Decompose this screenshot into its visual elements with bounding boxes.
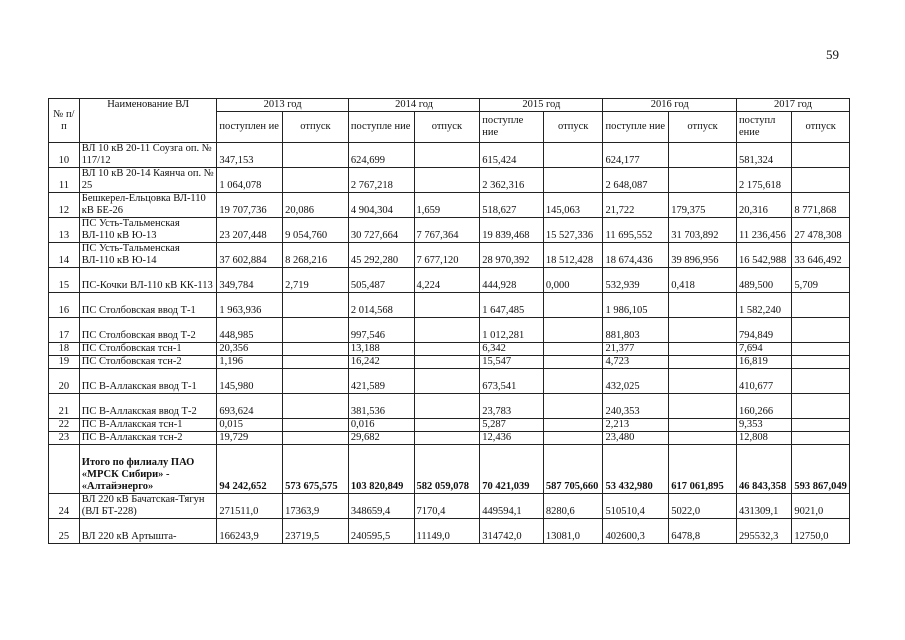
value-released — [669, 419, 737, 432]
value-released: 5022,0 — [669, 494, 737, 519]
line-name: ВЛ 220 кВ Артышта- — [79, 519, 217, 544]
value-received: 510510,4 — [603, 494, 669, 519]
value-received: 4,723 — [603, 356, 669, 369]
value-released: 4,224 — [414, 268, 480, 293]
value-received: 1 582,240 — [736, 293, 791, 318]
value-released — [669, 293, 737, 318]
header-out: отпуск — [543, 112, 603, 143]
value-received: 431309,1 — [736, 494, 791, 519]
header-out: отпуск — [792, 112, 850, 143]
row-number: 10 — [49, 143, 80, 168]
value-released: 18 512,428 — [543, 243, 603, 268]
value-released: 5,709 — [792, 268, 850, 293]
value-released — [283, 343, 349, 356]
row-number: 19 — [49, 356, 80, 369]
header-out: отпуск — [283, 112, 349, 143]
value-received: 23,480 — [603, 432, 669, 445]
value-released: 6478,8 — [669, 519, 737, 544]
value-received: 381,536 — [348, 394, 414, 419]
value-received: 16 542,988 — [736, 243, 791, 268]
value-released: 7170,4 — [414, 494, 480, 519]
line-name: ПС Столбовская ввод Т-1 — [79, 293, 217, 318]
value-released — [283, 419, 349, 432]
value-released — [414, 293, 480, 318]
table-row — [49, 369, 850, 394]
value-received: 94 242,652 — [217, 445, 283, 494]
value-received: 421,589 — [348, 369, 414, 394]
value-released: 8280,6 — [543, 494, 603, 519]
value-received: 532,939 — [603, 268, 669, 293]
value-released — [669, 394, 737, 419]
value-released: 2,719 — [283, 268, 349, 293]
value-released — [283, 356, 349, 369]
table-row — [49, 394, 850, 419]
value-received: 1 064,078 — [217, 168, 283, 193]
line-name: ВЛ 10 кВ 20-14 Каянча оп. № 25 — [79, 168, 217, 193]
row-number: 17 — [49, 318, 80, 343]
value-released — [792, 293, 850, 318]
value-received: 505,487 — [348, 268, 414, 293]
line-name: ПС Столбовская тсн-2 — [79, 356, 217, 369]
value-received: 444,928 — [480, 268, 544, 293]
value-received: 693,624 — [217, 394, 283, 419]
value-released — [543, 356, 603, 369]
value-received: 30 727,664 — [348, 218, 414, 243]
value-received: 9,353 — [736, 419, 791, 432]
value-released — [792, 419, 850, 432]
value-released — [543, 293, 603, 318]
table-row — [49, 218, 850, 243]
page-number: 59 — [826, 47, 839, 62]
value-released — [283, 369, 349, 394]
value-released — [414, 318, 480, 343]
value-received: 19 707,736 — [217, 193, 283, 218]
value-released — [792, 356, 850, 369]
value-received: 2 648,087 — [603, 168, 669, 193]
value-received: 624,177 — [603, 143, 669, 168]
row-number: 12 — [49, 193, 80, 218]
value-released: 9 054,760 — [283, 218, 349, 243]
value-released — [792, 343, 850, 356]
value-released — [283, 168, 349, 193]
value-released: 27 478,308 — [792, 218, 850, 243]
value-released — [543, 369, 603, 394]
value-released — [669, 356, 737, 369]
value-released — [414, 168, 480, 193]
value-released: 15 527,336 — [543, 218, 603, 243]
row-number: 15 — [49, 268, 80, 293]
row-number: 23 — [49, 432, 80, 445]
row-number — [49, 445, 80, 494]
value-received: 18 674,436 — [603, 243, 669, 268]
table-row — [49, 168, 850, 193]
value-received: 145,980 — [217, 369, 283, 394]
value-received: 7,694 — [736, 343, 791, 356]
value-received: 15,547 — [480, 356, 544, 369]
value-received: 45 292,280 — [348, 243, 414, 268]
value-released — [792, 394, 850, 419]
value-received: 448,985 — [217, 318, 283, 343]
value-received: 240595,5 — [348, 519, 414, 544]
value-received: 20,316 — [736, 193, 791, 218]
header-name: Наименование ВЛ — [79, 99, 217, 143]
value-released — [414, 143, 480, 168]
value-released — [543, 432, 603, 445]
value-released: 0,418 — [669, 268, 737, 293]
value-received: 997,546 — [348, 318, 414, 343]
value-released: 145,063 — [543, 193, 603, 218]
value-released — [669, 143, 737, 168]
line-name: ПС Усть-Тальменская ВЛ-110 кВ Ю-13 — [79, 218, 217, 243]
value-received: 1 986,105 — [603, 293, 669, 318]
line-name: ВЛ 10 кВ 20-11 Соузга оп. № 117/12 — [79, 143, 217, 168]
value-received: 0,015 — [217, 419, 283, 432]
line-name: Итого по филиалу ПАО «МРСК Сибири» - «Алтайэнерго» — [79, 445, 217, 494]
line-name: ПС В-Аллакская ввод Т-1 — [79, 369, 217, 394]
value-received: 16,819 — [736, 356, 791, 369]
value-released: 23719,5 — [283, 519, 349, 544]
value-received: 103 820,849 — [348, 445, 414, 494]
value-received: 0,016 — [348, 419, 414, 432]
header-year: 2016 год — [603, 99, 736, 112]
value-received: 19,729 — [217, 432, 283, 445]
value-released — [792, 318, 850, 343]
table-row — [49, 494, 850, 519]
header-num: № п/п — [49, 99, 80, 143]
value-received: 314742,0 — [480, 519, 544, 544]
row-number: 21 — [49, 394, 80, 419]
value-released: 9021,0 — [792, 494, 850, 519]
value-released: 13081,0 — [543, 519, 603, 544]
value-received: 20,356 — [217, 343, 283, 356]
value-released — [669, 168, 737, 193]
table-row — [49, 445, 850, 494]
value-received: 581,324 — [736, 143, 791, 168]
value-received: 2 014,568 — [348, 293, 414, 318]
value-released: 39 896,956 — [669, 243, 737, 268]
value-released — [283, 293, 349, 318]
value-received: 23 207,448 — [217, 218, 283, 243]
row-number: 16 — [49, 293, 80, 318]
value-received: 11 695,552 — [603, 218, 669, 243]
header-in: поступлен ие — [217, 112, 283, 143]
value-received: 28 970,392 — [480, 243, 544, 268]
header-year: 2014 год — [348, 99, 479, 112]
value-released: 573 675,575 — [283, 445, 349, 494]
value-released — [414, 369, 480, 394]
line-name: ПС Столбовская тсн-1 — [79, 343, 217, 356]
value-received: 348659,4 — [348, 494, 414, 519]
value-released: 33 646,492 — [792, 243, 850, 268]
value-received: 2,213 — [603, 419, 669, 432]
line-name: ПС В-Аллакская тсн-1 — [79, 419, 217, 432]
power-lines-table — [48, 98, 850, 544]
value-released: 31 703,892 — [669, 218, 737, 243]
value-received: 23,783 — [480, 394, 544, 419]
value-received: 46 843,358 — [736, 445, 791, 494]
value-received: 489,500 — [736, 268, 791, 293]
value-received: 271511,0 — [217, 494, 283, 519]
value-released — [543, 343, 603, 356]
header-in: поступле ние — [480, 112, 544, 143]
value-received: 794,849 — [736, 318, 791, 343]
table-row — [49, 293, 850, 318]
value-received: 347,153 — [217, 143, 283, 168]
value-received: 13,188 — [348, 343, 414, 356]
value-received: 615,424 — [480, 143, 544, 168]
value-released: 1,659 — [414, 193, 480, 218]
value-received: 518,627 — [480, 193, 544, 218]
header-in: поступле ние — [348, 112, 414, 143]
value-received: 1,196 — [217, 356, 283, 369]
value-released — [669, 343, 737, 356]
value-received: 349,784 — [217, 268, 283, 293]
value-received: 12,436 — [480, 432, 544, 445]
row-number: 11 — [49, 168, 80, 193]
value-released — [669, 369, 737, 394]
value-received: 16,242 — [348, 356, 414, 369]
value-received: 432,025 — [603, 369, 669, 394]
value-received: 12,808 — [736, 432, 791, 445]
value-received: 29,682 — [348, 432, 414, 445]
value-received: 2 767,218 — [348, 168, 414, 193]
table-row — [49, 519, 850, 544]
value-received: 5,287 — [480, 419, 544, 432]
table-row — [49, 243, 850, 268]
table-row — [49, 193, 850, 218]
value-released — [283, 143, 349, 168]
value-released: 179,375 — [669, 193, 737, 218]
value-released — [792, 168, 850, 193]
header-out: отпуск — [414, 112, 480, 143]
value-received: 4 904,304 — [348, 193, 414, 218]
value-received: 673,541 — [480, 369, 544, 394]
value-received: 19 839,468 — [480, 218, 544, 243]
table-row — [49, 268, 850, 293]
value-received: 37 602,884 — [217, 243, 283, 268]
table-body — [49, 143, 850, 544]
line-name: Бешкерел-Ельцовка ВЛ-110 кВ БЕ-26 — [79, 193, 217, 218]
value-released — [543, 394, 603, 419]
header-year: 2017 год — [736, 99, 849, 112]
header-year: 2015 год — [480, 99, 603, 112]
value-released: 8 268,216 — [283, 243, 349, 268]
header-in: поступл ение — [736, 112, 791, 143]
value-released — [792, 432, 850, 445]
row-number: 13 — [49, 218, 80, 243]
value-released: 20,086 — [283, 193, 349, 218]
value-released — [414, 356, 480, 369]
value-released — [543, 168, 603, 193]
row-number: 24 — [49, 494, 80, 519]
row-number: 25 — [49, 519, 80, 544]
value-released: 617 061,895 — [669, 445, 737, 494]
table-row — [49, 419, 850, 432]
header-out: отпуск — [669, 112, 737, 143]
line-name: ВЛ 220 кВ Бачатская-Тягун (ВЛ БТ-228) — [79, 494, 217, 519]
value-released — [283, 394, 349, 419]
value-received: 160,266 — [736, 394, 791, 419]
table-row — [49, 356, 850, 369]
value-released: 582 059,078 — [414, 445, 480, 494]
row-number: 22 — [49, 419, 80, 432]
value-released: 7 767,364 — [414, 218, 480, 243]
value-released: 593 867,049 — [792, 445, 850, 494]
table-row — [49, 432, 850, 445]
line-name: ПС В-Аллакская тсн-2 — [79, 432, 217, 445]
value-released: 17363,9 — [283, 494, 349, 519]
value-released — [669, 318, 737, 343]
value-released: 8 771,868 — [792, 193, 850, 218]
value-released: 0,000 — [543, 268, 603, 293]
value-released — [414, 419, 480, 432]
value-released — [669, 432, 737, 445]
value-received: 240,353 — [603, 394, 669, 419]
value-released — [792, 369, 850, 394]
row-number: 14 — [49, 243, 80, 268]
value-released — [283, 432, 349, 445]
value-received: 166243,9 — [217, 519, 283, 544]
value-received: 2 362,316 — [480, 168, 544, 193]
line-name: ПС Усть-Тальменская ВЛ-110 кВ Ю-14 — [79, 243, 217, 268]
value-received: 11 236,456 — [736, 218, 791, 243]
value-received: 295532,3 — [736, 519, 791, 544]
value-released — [543, 318, 603, 343]
value-received: 53 432,980 — [603, 445, 669, 494]
table-row — [49, 318, 850, 343]
value-released — [283, 318, 349, 343]
line-name: ПС В-Аллакская ввод Т-2 — [79, 394, 217, 419]
table-row — [49, 143, 850, 168]
value-received: 21,722 — [603, 193, 669, 218]
value-released — [414, 343, 480, 356]
value-received: 449594,1 — [480, 494, 544, 519]
value-released — [543, 419, 603, 432]
value-received: 1 012,281 — [480, 318, 544, 343]
value-released — [792, 143, 850, 168]
value-released: 11149,0 — [414, 519, 480, 544]
value-released — [543, 143, 603, 168]
line-name: ПС-Кочки ВЛ-110 кВ КК-113 — [79, 268, 217, 293]
header-year: 2013 год — [217, 99, 348, 112]
value-released: 587 705,660 — [543, 445, 603, 494]
value-received: 70 421,039 — [480, 445, 544, 494]
value-released — [414, 394, 480, 419]
header-in: поступле ние — [603, 112, 669, 143]
value-received: 1 647,485 — [480, 293, 544, 318]
value-released — [414, 432, 480, 445]
row-number: 20 — [49, 369, 80, 394]
value-released: 12750,0 — [792, 519, 850, 544]
value-received: 402600,3 — [603, 519, 669, 544]
value-received: 21,377 — [603, 343, 669, 356]
line-name: ПС Столбовская ввод Т-2 — [79, 318, 217, 343]
value-received: 2 175,618 — [736, 168, 791, 193]
row-number: 18 — [49, 343, 80, 356]
value-released: 7 677,120 — [414, 243, 480, 268]
table-row — [49, 343, 850, 356]
value-received: 6,342 — [480, 343, 544, 356]
value-received: 1 963,936 — [217, 293, 283, 318]
value-received: 410,677 — [736, 369, 791, 394]
value-received: 881,803 — [603, 318, 669, 343]
value-received: 624,699 — [348, 143, 414, 168]
